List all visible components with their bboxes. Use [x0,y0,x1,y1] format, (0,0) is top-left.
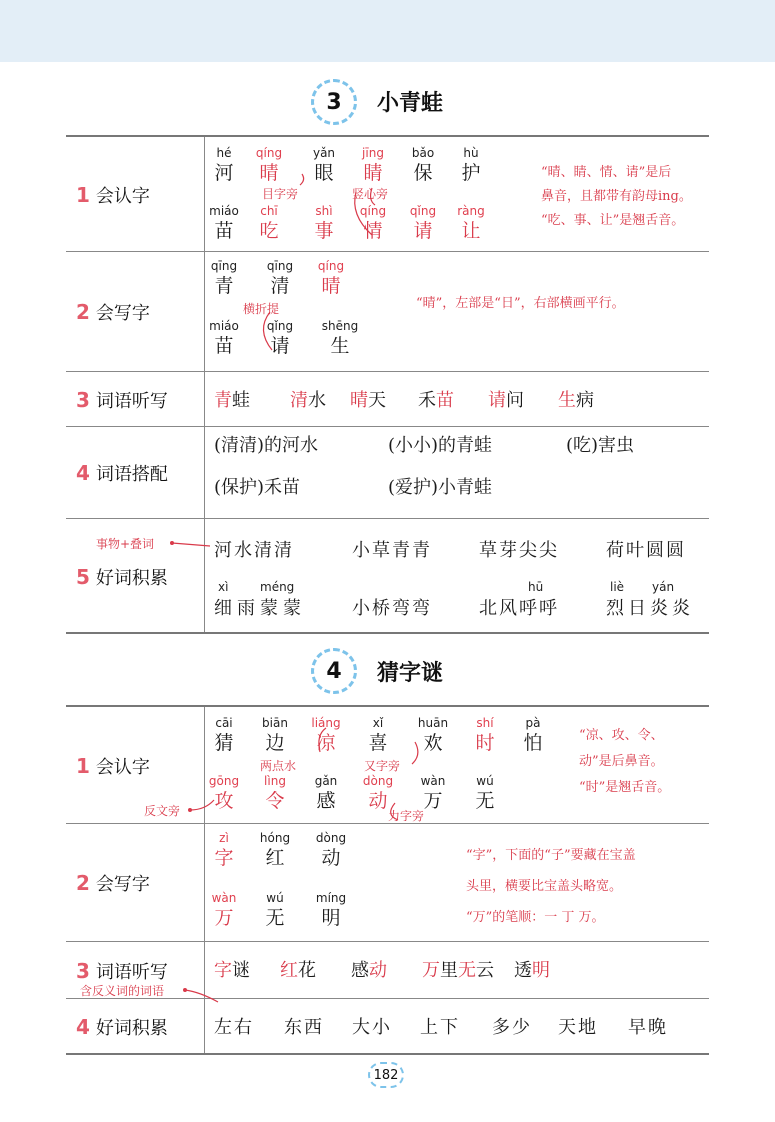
pinyin: shì [315,204,333,218]
good-word: 北风呼呼 [479,598,559,619]
writing-note: “晴”，左部是“日”，右部横画平行。 [416,296,625,311]
hanzi: 晴 [321,275,341,297]
dictation-word: 生病 [558,390,594,411]
lesson3-table [66,135,709,634]
hanzi: 晴 [259,162,279,184]
row-label: 2 会写字 [76,871,150,895]
hanzi: 红 [265,847,285,869]
char-cell [253,830,297,870]
hanzi: 护 [461,162,481,184]
pinyin: qíng [255,146,283,160]
writing-note: “字”，下面的“子”要藏在宝盖 头里，横要比宝盖头略宽。 “万”的笔顺：一 丁 万。 [466,848,636,925]
lesson4-table [66,705,709,1055]
good-word: 小桥弯弯 [352,598,432,619]
pinyin: bǎo [411,146,435,160]
row-label: 5 好词积累 [76,564,168,589]
hanzi: 睛 [363,162,383,184]
pinyin: wú [266,891,284,905]
lesson-title: 小青蛙 [377,91,444,116]
char-cell [449,145,493,185]
char-cell [351,203,395,243]
char-cell [309,830,353,870]
pinyin: huān [417,716,449,730]
row-label: 1 会认字 [76,182,150,207]
hanzi: 凉 [316,732,336,754]
hanzi: 请 [270,335,290,357]
pinyin: wàn [211,891,237,905]
collocation-item: (爱护)小青蛙 [388,477,493,498]
radical-annotation: 反文旁 [144,804,181,818]
hanzi: 事 [314,220,334,242]
hanzi: 怕 [523,732,543,754]
char-cell [511,715,555,755]
good-word: 烈日炎炎 [606,598,694,619]
pinyin: qīng [210,259,238,273]
pinyin: gōng [208,774,240,788]
pinyin: méng [260,580,295,594]
pinyin: dòng [362,774,394,788]
hanzi: 苗 [214,335,234,357]
good-word: 天地 [558,1017,598,1038]
pinyin: liáng [311,716,341,730]
char-cell [202,145,246,185]
row-write-chars [66,252,709,372]
pinyin: dòng [315,831,347,845]
char-cell [202,773,246,813]
pinyin: shēng [321,319,359,333]
row-good-words [66,519,709,634]
char-cell [449,203,493,243]
char-cell [411,715,455,755]
pinyin: qíng [317,259,345,273]
char-cell [253,890,297,930]
pinyin: wàn [420,774,446,788]
pinyin: ràng [457,204,485,218]
row-write-chars [66,824,709,942]
pinyin: hóng [259,831,291,845]
radical-annotation: 力字旁 [388,809,425,823]
row-label: 4 好词积累 [76,1015,168,1039]
pronunciation-note: “晴、睛、情、请”是后 鼻音，且都带有韵母ing。 “吃、事、让”是翘舌音。 [541,165,692,228]
hanzi: 边 [265,732,285,754]
radical-annotation: 又字旁 [364,759,401,773]
dictation-word: 请问 [488,390,524,411]
hanzi: 清 [270,275,290,297]
char-cell [302,145,346,185]
dictation-word: 透明 [514,960,550,981]
pinyin: jīng [362,146,384,160]
good-word: 东西 [284,1017,324,1038]
char-cell [304,715,348,755]
hanzi: 动 [321,847,341,869]
dictation-word: 晴天 [350,390,386,411]
pinyin: qīng [266,259,294,273]
word-type-annotation: 事物+叠词 [96,537,155,551]
collocation-item: (清清)的河水 [214,435,319,456]
hanzi: 万 [214,907,234,929]
char-cell [258,318,302,358]
pinyin: chī [260,204,278,218]
row-label: 4 词语搭配 [76,461,168,485]
row-dictation [66,372,709,427]
pinyin: qǐng [409,204,437,218]
good-word: 左右 [214,1017,254,1038]
dictation-word: 红花 [280,960,316,981]
pinyin: qǐng [266,319,294,333]
pinyin: qíng [359,204,387,218]
char-cell [258,258,302,298]
char-cell [401,203,445,243]
hanzi: 字 [214,847,234,869]
dictation-word: 清水 [290,390,326,411]
char-cell [253,715,297,755]
row-label: 3 词语听写 [76,387,168,412]
hanzi: 时 [475,732,495,754]
char-cell [463,715,507,755]
hanzi: 吃 [259,220,279,242]
top-band [0,0,775,62]
radical-annotation: 目字旁 [262,187,299,201]
good-word: 草芽尖尖 [479,540,559,561]
char-cell [202,258,246,298]
hanzi: 动 [368,790,388,812]
radical-annotation: 竖心旁 [352,187,389,201]
pinyin: gǎn [314,774,338,788]
char-cell [202,203,246,243]
dictation-word: 感动 [351,960,387,981]
good-word: 河水清清 [214,540,294,561]
char-cell [202,830,246,870]
pinyin: lìng [264,774,286,788]
hanzi: 生 [330,335,350,357]
pinyin: wú [476,774,494,788]
row-recognize-chars [66,137,709,252]
hanzi: 保 [413,162,433,184]
pinyin: míng [315,891,347,905]
char-cell [318,318,362,358]
hanzi: 喜 [368,732,388,754]
row-collocation [66,427,709,519]
page-number: 182 [368,1062,404,1088]
pinyin: hù [463,146,479,160]
char-cell [302,203,346,243]
lesson-title: 猜字谜 [377,661,444,686]
dictation-word: 字谜 [214,960,250,981]
pinyin: hé [216,146,232,160]
char-cell [202,890,246,930]
dictation-word: 禾苗 [418,390,454,411]
good-word: 早晚 [628,1017,668,1038]
hanzi: 青 [214,275,234,297]
char-cell [309,890,353,930]
row-label: 2 会写字 [76,300,150,324]
radical-annotation: 两点水 [260,759,297,773]
char-cell [463,773,507,813]
good-word: 多少 [492,1017,532,1038]
word-type-annotation: 含反义词的词语 [80,984,165,998]
collocation-item: (保护)禾苗 [214,477,301,498]
pinyin: miáo [209,204,239,218]
pinyin: yán [652,580,675,594]
good-word: 荷叶圆圆 [606,540,686,561]
hanzi: 万 [423,790,443,812]
hanzi: 河 [214,162,234,184]
pinyin: yǎn [312,146,336,160]
char-cell [351,145,395,185]
collocation-item: (小小)的青蛙 [388,435,493,456]
hanzi: 感 [316,790,336,812]
row-label: 3 词语听写 [76,958,168,983]
char-cell [309,258,353,298]
pinyin: miáo [209,319,239,333]
hanzi: 猜 [214,732,234,754]
char-cell [247,145,291,185]
pinyin: xì [218,580,229,594]
row-recognize-chars [66,707,709,824]
good-word: 小草青青 [352,540,432,561]
pinyin: biān [262,716,288,730]
good-word: 大小 [352,1017,392,1038]
stroke-annotation: 横折提 [243,302,280,316]
pinyin: liè [610,580,625,594]
pinyin: hū [528,580,544,594]
hanzi: 苗 [214,220,234,242]
hanzi: 令 [265,790,285,812]
char-cell [304,773,348,813]
hanzi: 情 [363,220,383,242]
good-word: 上下 [420,1017,460,1038]
row-dictation [66,942,709,999]
pinyin: zì [219,831,229,845]
pinyin: xǐ [372,716,384,730]
lesson-number-badge: 4 [311,648,357,694]
char-cell [253,773,297,813]
char-cell [202,715,246,755]
char-cell [401,145,445,185]
pinyin: cāi [215,716,233,730]
hanzi: 让 [461,220,481,242]
dictation-word: 青蛙 [214,390,250,411]
good-word: 细雨蒙蒙 [214,598,306,619]
pinyin: shí [476,716,494,730]
pronunciation-note: “凉、攻、令、 动”是后鼻音。 “时”是翘舌音。 [579,728,671,795]
hanzi: 无 [475,790,495,812]
pinyin: pà [525,716,541,730]
dictation-word: 万里无云 [422,960,494,981]
hanzi: 眼 [314,162,334,184]
char-cell [202,318,246,358]
hanzi: 欢 [423,732,443,754]
lesson-number-badge: 3 [311,79,357,125]
char-cell [247,203,291,243]
row-label: 1 会认字 [76,753,150,778]
collocation-item: (吃)害虫 [566,435,635,456]
hanzi: 攻 [214,790,234,812]
hanzi: 无 [265,907,285,929]
row-good-words [66,999,709,1055]
hanzi: 明 [321,907,341,929]
char-cell [356,715,400,755]
hanzi: 请 [413,220,433,242]
